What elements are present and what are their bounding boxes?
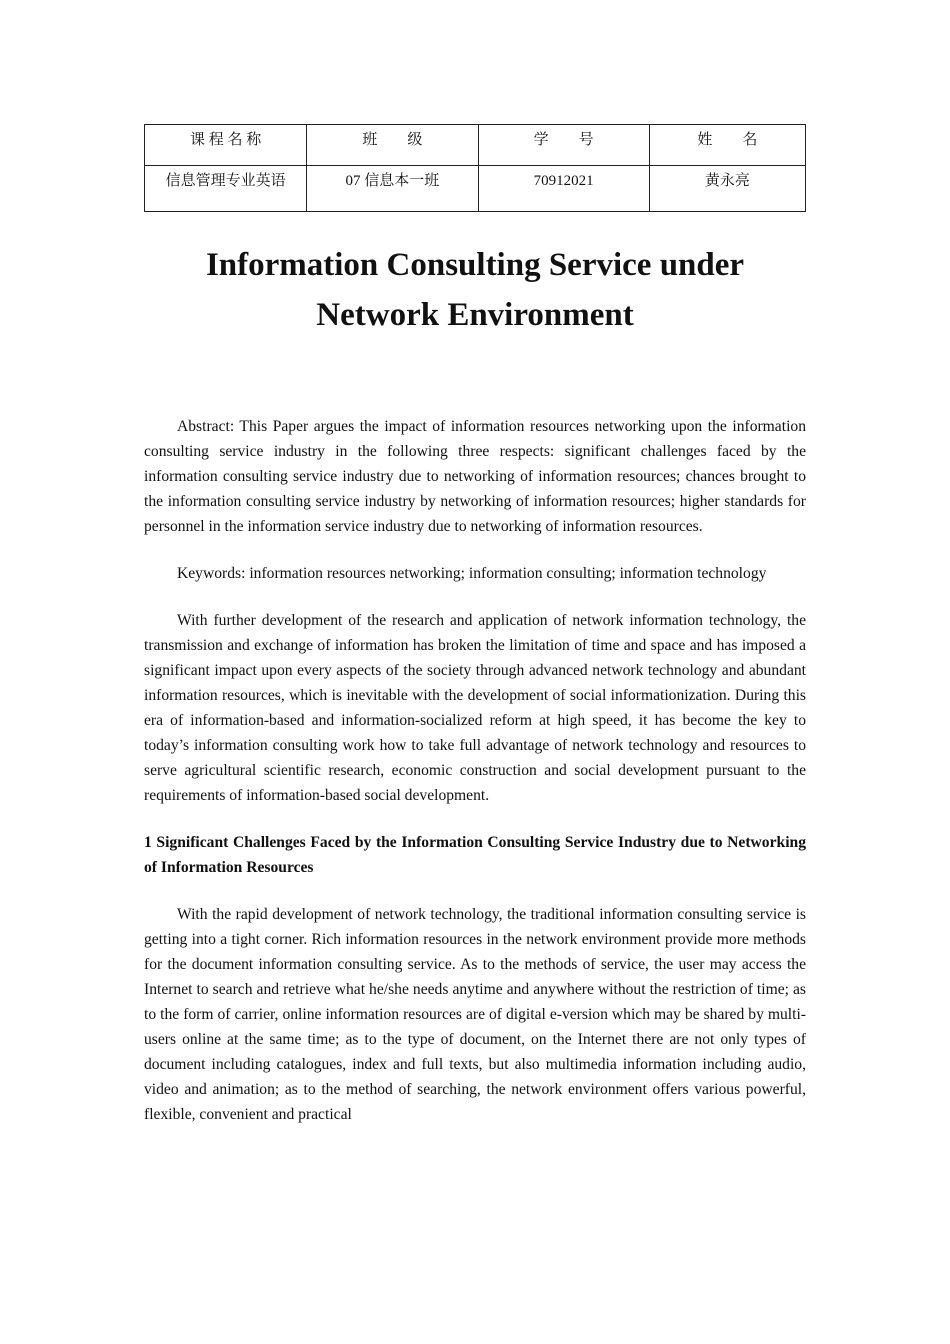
table-header-row [145, 125, 806, 166]
abstract-paragraph: Abstract: This Paper argues the impact of information resources networking upon the information consulting service industry in the following three respects: significant challenges faced by the information consulting service industry due to networking of information resources; chances brought to the information consulting service industry by networking of information resources; higher standards for personnel in the information service industry due to networking of information resources. [144, 418, 806, 535]
cell-student-id: 70912021 [478, 166, 649, 212]
cell-name: 黄永亮 [649, 166, 805, 212]
header-student-id: 学 号 [478, 125, 649, 166]
section-paragraph: With the rapid development of network technology, the traditional information consulting service is getting into a tight corner. Rich information resources in the network environment provide more methods for the document information consulting service. As to the methods of service, the user may access the Internet to search and retrieve what he/she needs anytime and anywhere without the restriction of time; as to the form of carrier, online information resources are of digital e-version which may be shared by multi-users online at the same time; as to the type of document, on the Internet there are not only types of document including catalogues, index and full texts, but also multimedia information including audio, video and animation; as to the method of searching, the network environment offers various powerful, flexible, convenient and practical [144, 906, 806, 1123]
title-line-2: Network Environment [316, 297, 634, 333]
header-class: 班 级 [307, 125, 478, 166]
section-heading: 1 Significant Challenges Faced by the Information Consulting Service Industry due to Networking of Information Resources [144, 834, 806, 876]
document-title [144, 240, 806, 340]
document-page [144, 124, 806, 1127]
course-info-table [144, 124, 806, 212]
header-course-name: 课 程 名 称 [145, 125, 307, 166]
cell-course-name: 信息管理专业英语 [145, 166, 307, 212]
title-line-1: Information Consulting Service under [205, 247, 745, 283]
header-name: 姓 名 [649, 125, 805, 166]
keywords-paragraph: Keywords: information resources networking; information consulting; information technology [177, 565, 767, 582]
intro-paragraph: With further development of the research and application of network information technology, the transmission and exchange of information has broken the limitation of time and space and has imposed a significant impact upon every aspects of the society through advanced network technology and abundant information resources, which is inevitable with the development of social informationization. During this era of information-based and information-socialized reform at high speed, it has become the key to today’s information consulting work how to take full advantage of network technology and resources to serve agricultural scientific research, economic construction and social development pursuant to the requirements of information-based social development. [144, 612, 806, 804]
table-row [145, 166, 806, 212]
cell-class: 07 信息本一班 [307, 166, 478, 212]
